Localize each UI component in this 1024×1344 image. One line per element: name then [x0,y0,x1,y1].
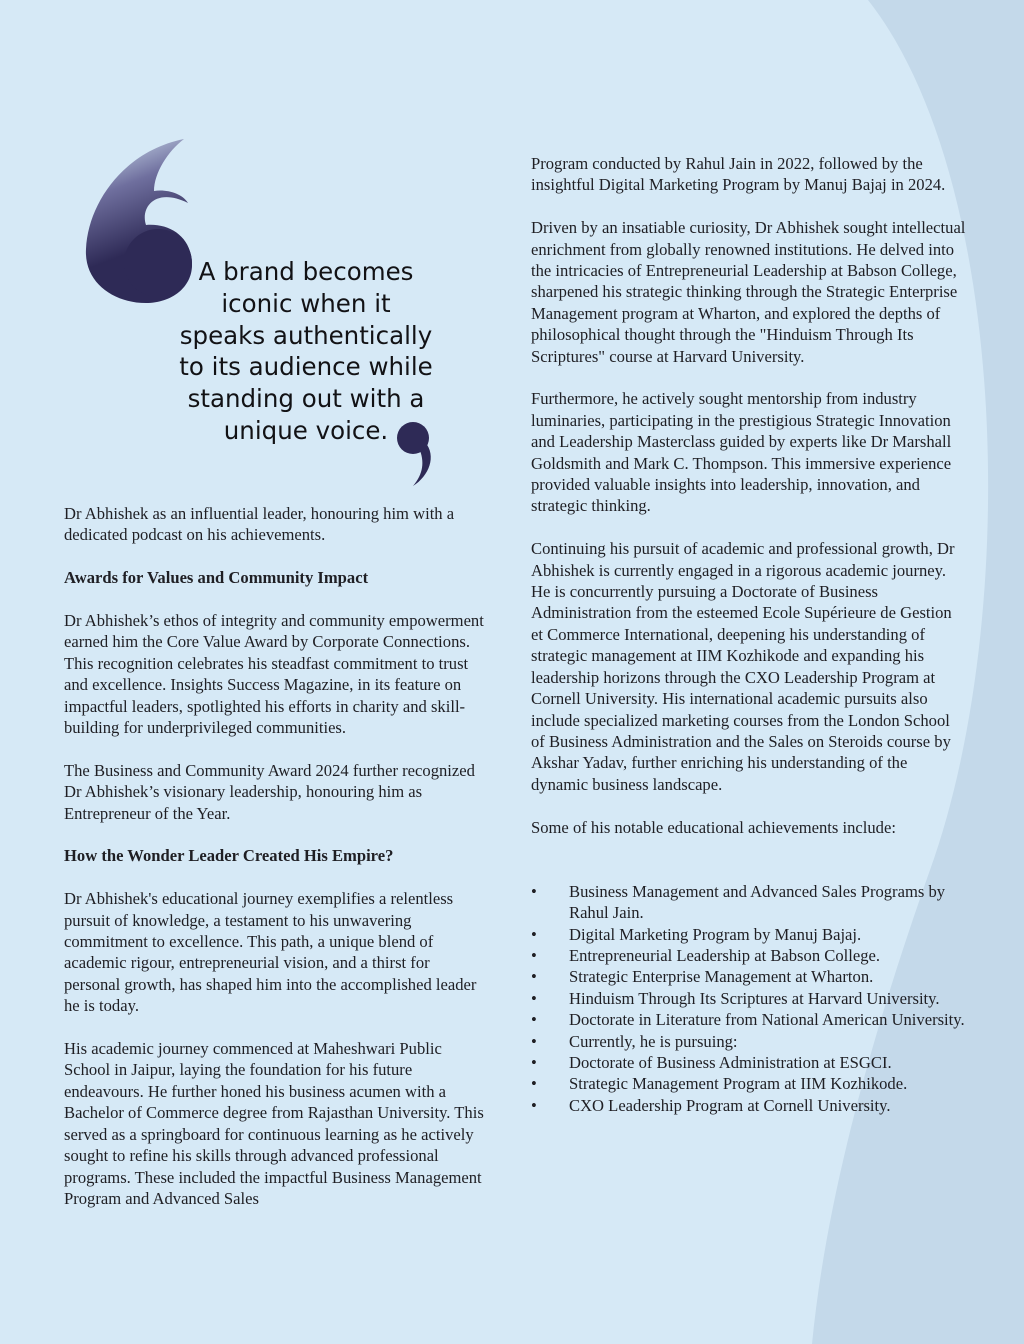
heading-awards: Awards for Values and Community Impact [64,568,369,588]
bullet-icon: • [531,881,537,901]
list-item [531,1095,966,1116]
institutions-paragraph: Driven by an insatiable curiosity, Dr Abhishek sought intellectual enrichment from globally renowned institutions. He delved into the intricacies of Entrepreneurial Leadership at Babson College, sharpened his strategic thinking through the Strategic Enterprise Management program at Wharton, and explored the depths of philosophical thought through the "Hinduism Through Its Scriptures" course at Harvard University. [531,218,966,366]
list-item [531,1073,966,1094]
achievements-intro: Some of his notable educational achievements include: [531,817,896,837]
bullet-icon: • [531,1010,537,1030]
bullet-icon: • [531,945,537,965]
list-item-text: Business Management and Advanced Sales Programs by Rahul Jain. [569,881,946,923]
left-column [64,503,484,1231]
list-item [531,966,966,987]
pull-quote: A brand becomes iconic when it speaks authentically to its audience while standing out with a unique voice. [179,257,433,445]
intro-paragraph: Dr Abhishek as an influential leader, honouring him with a dedicated podcast on his achievements. [64,504,455,545]
list-item [531,1009,966,1030]
list-item-text: Digital Marketing Program by Manuj Bajaj. [569,924,862,944]
right-column [531,153,966,1116]
list-item-text: Strategic Enterprise Management at Wharton. [569,967,874,987]
heading-empire: How the Wonder Leader Created His Empire? [64,846,394,866]
list-item [531,988,966,1009]
list-item [531,945,966,966]
list-item-text: Doctorate in Literature from National American University. [569,1010,965,1030]
achievements-list [531,881,966,1116]
bullet-icon: • [531,1074,537,1094]
empire-paragraph-1: Dr Abhishek's educational journey exemplifies a relentless pursuit of knowledge, a testament to his unwavering commitment to excellence. This path, a unique blend of academic rigour, entrepreneurial vision, and a thirst for personal growth, has shaped him into the accomplished leader he is today. [64,889,477,1016]
bullet-icon: • [531,967,537,987]
list-item-text: Hinduism Through Its Scriptures at Harvard University. [569,988,940,1008]
bullet-icon: • [531,1052,537,1072]
empire-paragraph-2: His academic journey commenced at Maheshwari Public School in Jaipur, laying the foundation for his future endeavours. He further honed his business acumen with a Bachelor of Commerce degree from Rajasthan University. This served as a springboard for continuous learning as he actively sought to refine his skills through advanced professional programs. These included the impactful Business Management Program and Advanced Sales [64,1039,484,1208]
list-item [531,1052,966,1073]
bullet-icon: • [531,924,537,944]
list-item-text: Doctorate of Business Administration at ESGCI. [569,1052,892,1072]
list-item [531,881,966,924]
current-studies-paragraph: Continuing his pursuit of academic and professional growth, Dr Abhishek is currently engaged in a rigorous academic journey. He is concurrently pursuing a Doctorate of Business Administration from the esteemed Ecole Supérieure de Gestion et Commerce International, deepening his understanding of strategic management at IIM Kozhikode and expanding his leadership horizons through the CXO Leadership Program at Cornell University. His international academic pursuits also include specialized marketing courses from the London School of Business Administration and the Sales on Steroids course by Akshar Yadav, further enriching his understanding of the dynamic business landscape. [531,539,955,794]
mentorship-paragraph: Furthermore, he actively sought mentorship from industry luminaries, participating in the prestigious Strategic Innovation and Leadership Masterclass guided by experts like Dr Marshall Goldsmith and Mark C. Thompson. This immersive experience provided valuable insights into leadership, innovation, and strategic thinking. [531,389,952,516]
bullet-icon: • [531,1031,537,1051]
bullet-icon: • [531,988,537,1008]
bullet-icon: • [531,1095,537,1115]
awards-paragraph-1: Dr Abhishek’s ethos of integrity and community empowerment earned him the Core Value Award by Corporate Connections. This recognition celebrates his steadfast commitment to trust and excellence. Insights Success Magazine, in its feature on impactful leaders, spotlighted his efforts in charity and skill-building for underprivileged communities. [64,611,484,738]
list-item-text: Currently, he is pursuing: [569,1031,738,1051]
list-item-text: Strategic Management Program at IIM Kozhikode. [569,1074,908,1094]
programs-paragraph: Program conducted by Rahul Jain in 2022, followed by the insightful Digital Marketing Program by Manuj Bajaj in 2024. [531,154,946,195]
list-item [531,924,966,945]
spacer [531,838,966,881]
list-item-text: CXO Leadership Program at Cornell University. [569,1095,891,1115]
list-item-text: Entrepreneurial Leadership at Babson College. [569,945,881,965]
awards-paragraph-2: The Business and Community Award 2024 further recognized Dr Abhishek’s visionary leadership, honouring him as Entrepreneur of the Year. [64,760,475,823]
list-item [531,1031,966,1052]
